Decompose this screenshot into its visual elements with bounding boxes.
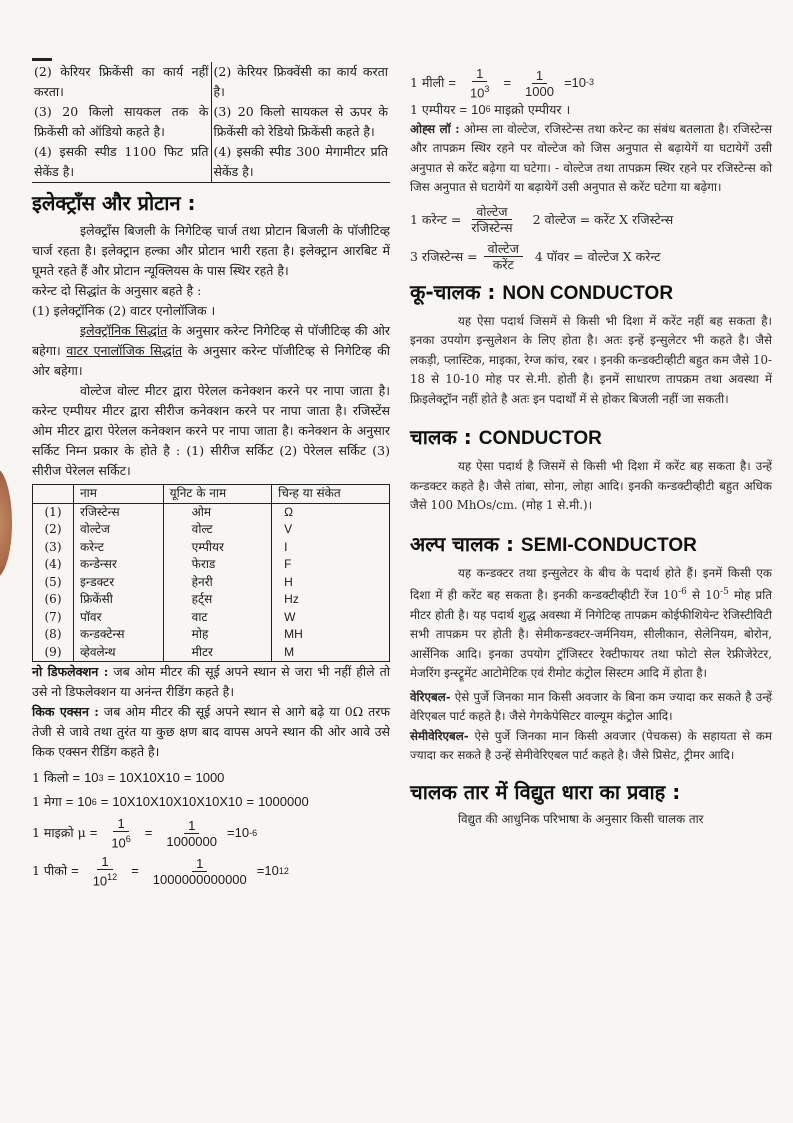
unit-name: मीटर [163, 644, 272, 662]
formula-text: 2 वोल्टेज = करेंट X रजिस्टेन्स [532, 211, 674, 227]
fraction [89, 854, 121, 888]
unit-symbol: V [272, 521, 390, 539]
theory-text: के अनुसार करेन्ट पॉजीटिव्ह से निगेटिव्ह की ओर बहेगा। [32, 343, 390, 378]
conductor-heading [410, 423, 772, 453]
denominator: 1000000000000 [152, 871, 247, 887]
no-deflection-term: नो डिफलेक्शन : [32, 664, 109, 679]
den-base: 10 [92, 873, 108, 889]
den-exp: 12 [107, 872, 118, 883]
text: मोह प्रति मीटर होती है। यह पदार्थ शुद्ध अवस्था में निगेटिव्ह तापक्रम कोईफीशियेन्ट रेजिस्टीविटी सभी तापक्रम पर होती है। सेमीकन्डक्टर-जर्मनियम, सीलीकान, सेलेनियम, बोरोन, आर्सेनिक आदि। इनका उपयोग ट्रॉजिस्टर रेक्टीफायर तथा फोटो सेल रेफ्रीजेरेटर, मेजरिंग इन्स्ट्रूमेंट आटोमेटिक एवं रीमोट कंट्रोल सिस्टम आदि में होता है। [410, 588, 772, 681]
power-base: 10 [471, 102, 486, 118]
den-base: 10 [111, 835, 126, 851]
result-base: =10 [256, 863, 279, 879]
row-index: (9) [33, 644, 74, 662]
unit-symbol: F [272, 556, 390, 574]
power-base: 10 [77, 794, 92, 809]
expansion: 10X10X10X10X10X10 [112, 794, 243, 809]
quantity-name: कन्डेन्सर [74, 556, 164, 574]
table-row [33, 644, 390, 662]
denominator: 1000000 [166, 833, 218, 849]
denominator [466, 82, 493, 100]
row-index: (7) [33, 609, 74, 627]
heading-hindi: कू-चालक : [410, 279, 496, 304]
numerator: 1 [472, 66, 487, 82]
scanner-thumb-artifact [0, 468, 12, 578]
ohms-law-term: ओह्स लॉ : [410, 121, 460, 136]
result-base: =10 [563, 75, 587, 91]
formula-label: 1 पीको [32, 863, 68, 879]
water-analogy-term: वाटर एनालॉजिक सिद्धांत [66, 343, 183, 358]
current-theory-list: (1) इलेक्ट्रॉनिक (2) वाटर एनोलॉजिक । [32, 303, 216, 318]
table-row [33, 556, 390, 574]
measurement-paragraph: वोल्टेज वोल्ट मीटर द्वारा पेरेलल कनेक्शन करने पर नापा जाता है। करेन्ट एम्पीयर मीटर द्वारा सीरीज कनेक्शन करने पर नापा जाता है। रजिस्टेंस ओम मीटर द्वारा पेरेलल कनेक्शन करने पर नापा जाता है। कनेक्शन के अनुसार सर्किट निम्न प्रकार के होते है : (1) सीरीज सर्किट (2) पेरेलल सर्किट (3) सीरीज पेरेलल सर्किट। [32, 383, 390, 478]
non-conductor-heading [410, 278, 772, 308]
comparison-right-item: (4) इसकी स्पीड 300 मेगामीटर प्रति सेकेंड है। [213, 144, 388, 179]
result-base: =10 [227, 825, 250, 841]
variable-term: वेरिएबल- [410, 689, 451, 704]
table-row [33, 539, 390, 557]
table-row [33, 609, 390, 627]
value: 1000 [195, 770, 225, 785]
micro-formula: 1 माइक्रो μ = $\frac{1}{10^6}$ = $\frac{1}{1000000}$ =10 -6 [32, 816, 258, 851]
semi-variable-text: ऐसे पुर्जे जिनका मान किसी अवजार (पेचकस) के सहायता से कम ज्यादा कर सकते है उन्हें सेमीवेरिएबल पार्ट कहते है। जैसे प्रिसेट, ट्रीमर आदि। [410, 728, 772, 763]
fraction [521, 68, 558, 99]
expansion: 10X10X10 [119, 770, 180, 785]
value: 1000000 [258, 794, 309, 809]
row-index: (5) [33, 574, 74, 592]
numerator: वोल्टेज [472, 204, 511, 220]
pico-formula: 1 पीको = $\frac{1}{10^{12}}$ = $\frac{1}{1000000000000}$ =10 12 [32, 854, 289, 889]
row-index: (8) [33, 626, 74, 644]
den-exp: 3 [484, 84, 490, 94]
quantity-name: व्हेवलेन्थ [74, 644, 164, 662]
unit-name: वोल्ट [163, 521, 272, 539]
header-name: नाम [74, 485, 164, 504]
power-exponent: 6 [91, 797, 97, 807]
no-deflection-text: जब ओम मीटर की सूई अपने स्थान से जरा भी नहीं हीले तो उसे नो डिफलेक्शन या अनंन्त रीडिंग कहते है। [32, 664, 390, 699]
formula-label: 1 किलो [32, 770, 69, 785]
no-deflection-paragraph [32, 662, 390, 702]
electrons-paragraph: इलेक्ट्रॉंस बिजली के निगेटिव्ह चार्ज तथा प्रोटान बिजली के पॉजीटिव्ह चार्ज रहता है। इलेक्ट्रान हल्का और प्रोटान भारी रहता है। इलेक्ट्रान आरबिट में घूमते रहते हैं और प्रोटान न्यूक्लियस के पास स्थिर रहते है। [32, 223, 390, 278]
formula-label: 1 माइक्रो μ [32, 825, 86, 841]
mega-formula: 1 मेगा = 10 6 = 10X10X10X10X10X10 = 1000000 [32, 792, 390, 812]
current-flow-paragraph: विद्युत की आधुनिक परिभाषा के अनुसार किसी चालक तार [458, 811, 704, 826]
formula-label: 1 एम्पीयर [410, 102, 456, 118]
denominator [89, 870, 121, 888]
fraction [107, 816, 134, 850]
unit-symbol: M [272, 644, 390, 662]
unit-name: ओम [163, 503, 272, 521]
formula-rest: माइक्रो एम्पीयर । [494, 102, 571, 118]
table-row [33, 503, 390, 521]
comparison-table [32, 62, 390, 183]
units-table [32, 484, 390, 662]
semi-variable-paragraph [410, 727, 772, 766]
conductor-paragraph: यह ऐसा पदार्थ है जिसमें से किसी भी दिशा में करेंट बह सकता है। उन्हें कन्डक्टर कहते है। जैसे तांबा, सोना, लोहा आदि। इनकी कन्डक्टीव्हीटी बहुत अधिक जैसे 100 MhOs/cm. (मोह 1 से.मी.)। [410, 459, 772, 513]
unit-symbol: Ω [272, 503, 390, 521]
unit-name: एम्पीयर [163, 539, 272, 557]
numerator: 1 [97, 854, 112, 870]
table-row [33, 626, 390, 644]
comparison-audio-column [32, 62, 212, 182]
header-index [33, 485, 74, 504]
quantity-name: कन्डक्टेन्स [74, 626, 164, 644]
text: से 10 [686, 588, 721, 603]
quantity-name: वोल्टेज [74, 521, 164, 539]
semi-conductor-paragraph [410, 564, 772, 684]
heading-hindi: अल्प चालक : [410, 531, 514, 556]
text: यह कन्डक्टर तथा इन्सुलेटर के बीच के पदार्थ होते हैं। इनमें किसी एक दिशा में ही करेंट बह सकता है। इनकी कन्डक्टीव्हीटी रेंज 10 [410, 565, 772, 603]
quantity-name: करेन्ट [74, 539, 164, 557]
formula-label: 1 मेगा [32, 794, 62, 809]
denominator: करेंट [492, 256, 514, 272]
numerator: 1 [532, 68, 547, 84]
exponent: -6 [678, 587, 687, 598]
table-row [33, 591, 390, 609]
fraction [484, 241, 523, 272]
milli-formula: 1 मीली = $\frac{1}{10^3}$ = $\frac{1}{1000}$ =10 -3 [410, 66, 595, 101]
unit-symbol: MH [272, 626, 390, 644]
comparison-left-item: (3) 20 किलो सायकल तक के फ्रिकेंसी को ऑडियो कहते है। [34, 104, 209, 139]
fraction [467, 204, 516, 235]
variable-text: ऐसे पुर्जे जिनका मान किसी अवजार के बिना कम ज्यादा कर सकते है उन्हें वेरिएबल पार्ट कहते है। जैसे गेगकेपेसिटर वाल्यूम कंट्रोल आदि। [410, 689, 772, 724]
quantity-name: फ्रिकेंसी [74, 591, 164, 609]
heading-english: NON CONDUCTOR [502, 282, 674, 304]
denominator: रजिस्टेन्स [471, 219, 513, 235]
current-theory-intro: करेन्ट दो सिद्धांत के अनुसार बहते है : [32, 283, 202, 298]
numerator: 1 [113, 816, 128, 832]
row-index: (3) [33, 539, 74, 557]
den-exp: 6 [125, 834, 131, 844]
left-column [32, 62, 390, 889]
electronic-theory-term: इलेक्ट्रॉनिक सिद्धांत [80, 323, 168, 338]
table-row [33, 521, 390, 539]
unit-name: फेराड [163, 556, 272, 574]
fraction [466, 66, 493, 100]
comparison-right-item: (2) केरियर फ्रिक्वेंसी का कार्य करता है। [213, 64, 388, 99]
heading-hindi: चालक : [410, 425, 472, 450]
theory-paragraph [32, 321, 390, 381]
power-base: 10 [84, 770, 99, 785]
row-index: (4) [33, 556, 74, 574]
formula-label: 1 मीली [410, 75, 445, 91]
right-column [410, 66, 772, 829]
comparison-right-item: (3) 20 किलो सायकल से ऊपर के फ्रिकेंसी को रेडियो फ्रिकेंसी कहते है। [213, 104, 388, 139]
variable-paragraph [410, 688, 772, 727]
denominator [107, 832, 134, 850]
unit-name: वाट [163, 609, 272, 627]
exponent: -5 [720, 587, 729, 598]
ohms-formula-row-1 [410, 204, 772, 235]
unit-name: हर्ट्स [163, 591, 272, 609]
kick-action-paragraph [32, 702, 390, 762]
current-flow-heading: चालक तार में विद्युत धारा का प्रवाह : [410, 779, 681, 804]
kilo-formula: 1 किलो = 10 3 = 10X10X10 = 1000 [32, 768, 390, 788]
non-conductor-paragraph: यह ऐसा पदार्थ जिसमें से किसी भी दिशा में करेंट नहीं बह सकता है। इनका उपयोग इन्सुलेशन के लिए होता है। अतः इन्हें इन्सुलेटर भी कहते है। जैसे लकड़ी, प्लास्टिक, माइका, रेग्ज कांच, रबर । इनकी कन्डक्टीव्हीटी बहुत कम जैसे 10-18 से 10-10 मोह पर से.मी. होती है। इनमें साधारण तापक्रम तथा अवस्था में फ्रिइलेक्ट्रॉन नहीं होते है अतः इन पदार्थों में से होकर बिजली नहीं जा सकती। [410, 313, 772, 406]
kick-action-text: जब ओम मीटर की सूई अपने स्थान से आगे बढ़े या 0Ω तरफ तेजी से जावे तथा तुरंत या कुछ क्षण बाद वापस अपने स्थान की ओर आवे उसे किक एक्सन रीडिंग कहते है। [32, 704, 390, 759]
unit-name: मोह [163, 626, 272, 644]
comparison-radio-column [212, 62, 391, 182]
header-symbol: चिन्ह या संकेत [272, 485, 390, 504]
quantity-name: पॉवर [74, 609, 164, 627]
ohms-law-text: ओम्स ला वोल्टेज, रजिस्टेन्स तथा करेन्ट का संबंध बतलाता है। रजिस्टेन्स और तापक्रम स्थिर रहने पर वोल्टेज को जिस अनुपात से बढ़ायेगें या घटायेगें उसी अनुपात से करेंट बढ़ेगा या घटेगा। - वोल्टेज तथा तापक्रम स्थिर रहने पर रजिस्टेन्स को जिस अनुपात से घटायेगें या बढ़ायेगें उसी अनुपात से करेंट घटेगा या बढ़ेगा। [410, 121, 773, 195]
power-exponent: 6 [485, 104, 491, 115]
comparison-left-item: (2) केरियर फ्रिकेंसी का कार्य नहीं करता। [34, 64, 209, 99]
den-base: 10 [469, 85, 485, 101]
comparison-left-item: (4) इसकी स्पीड 1100 फिट प्रति सेकेंड है। [34, 144, 209, 179]
numerator: वोल्टेज [484, 241, 523, 257]
unit-symbol: I [272, 539, 390, 557]
semi-variable-term: सेमीवेरिएबल- [410, 728, 469, 743]
result-exp: -6 [249, 828, 258, 839]
ohms-formula-row-2 [410, 241, 772, 272]
quantity-name: रजिस्टेन्स [74, 503, 164, 521]
units-table-header [33, 485, 390, 504]
kick-action-term: किक एक्सन : [32, 704, 99, 719]
heading-english: CONDUCTOR [478, 428, 602, 450]
unit-symbol: Hz [272, 591, 390, 609]
row-index: (2) [33, 521, 74, 539]
formula-label: 3 रजिस्टेन्स = [410, 248, 478, 264]
result-exp: 12 [278, 866, 289, 877]
electrons-protons-heading: इलेक्ट्रॉंस और प्रोटान : [32, 191, 196, 215]
unit-symbol: H [272, 574, 390, 592]
unit-name: हेनरी [163, 574, 272, 592]
theory-text: के अनुसार करेन्ट निगेटिव्ह से पॉजीटिव्ह की ओर बहेगा। [32, 323, 390, 358]
semi-conductor-heading [410, 530, 772, 560]
heading-english: SEMI-CONDUCTOR [520, 534, 697, 556]
fraction [162, 818, 221, 849]
ampere-formula: 1 एम्पीयर = 10 6 माइक्रो एम्पीयर । [410, 100, 772, 120]
quantity-name: इन्डक्टर [74, 574, 164, 592]
formula-label: 1 करेन्ट = [410, 211, 462, 227]
formula-text: 4 पॉवर = वोल्टेज X करेन्ट [534, 248, 661, 264]
page-number-mark [32, 58, 52, 61]
unit-symbol: W [272, 609, 390, 627]
numerator: 1 [192, 856, 207, 872]
denominator: 1000 [525, 83, 554, 99]
row-index: (6) [33, 591, 74, 609]
fraction [149, 856, 251, 887]
ohms-law-paragraph [410, 120, 772, 198]
header-unit: यूनिट के नाम [163, 485, 272, 504]
power-exponent: 3 [98, 773, 104, 783]
numerator: 1 [184, 818, 199, 834]
row-index: (1) [33, 503, 74, 521]
result-exp: -3 [586, 77, 595, 88]
table-row [33, 574, 390, 592]
